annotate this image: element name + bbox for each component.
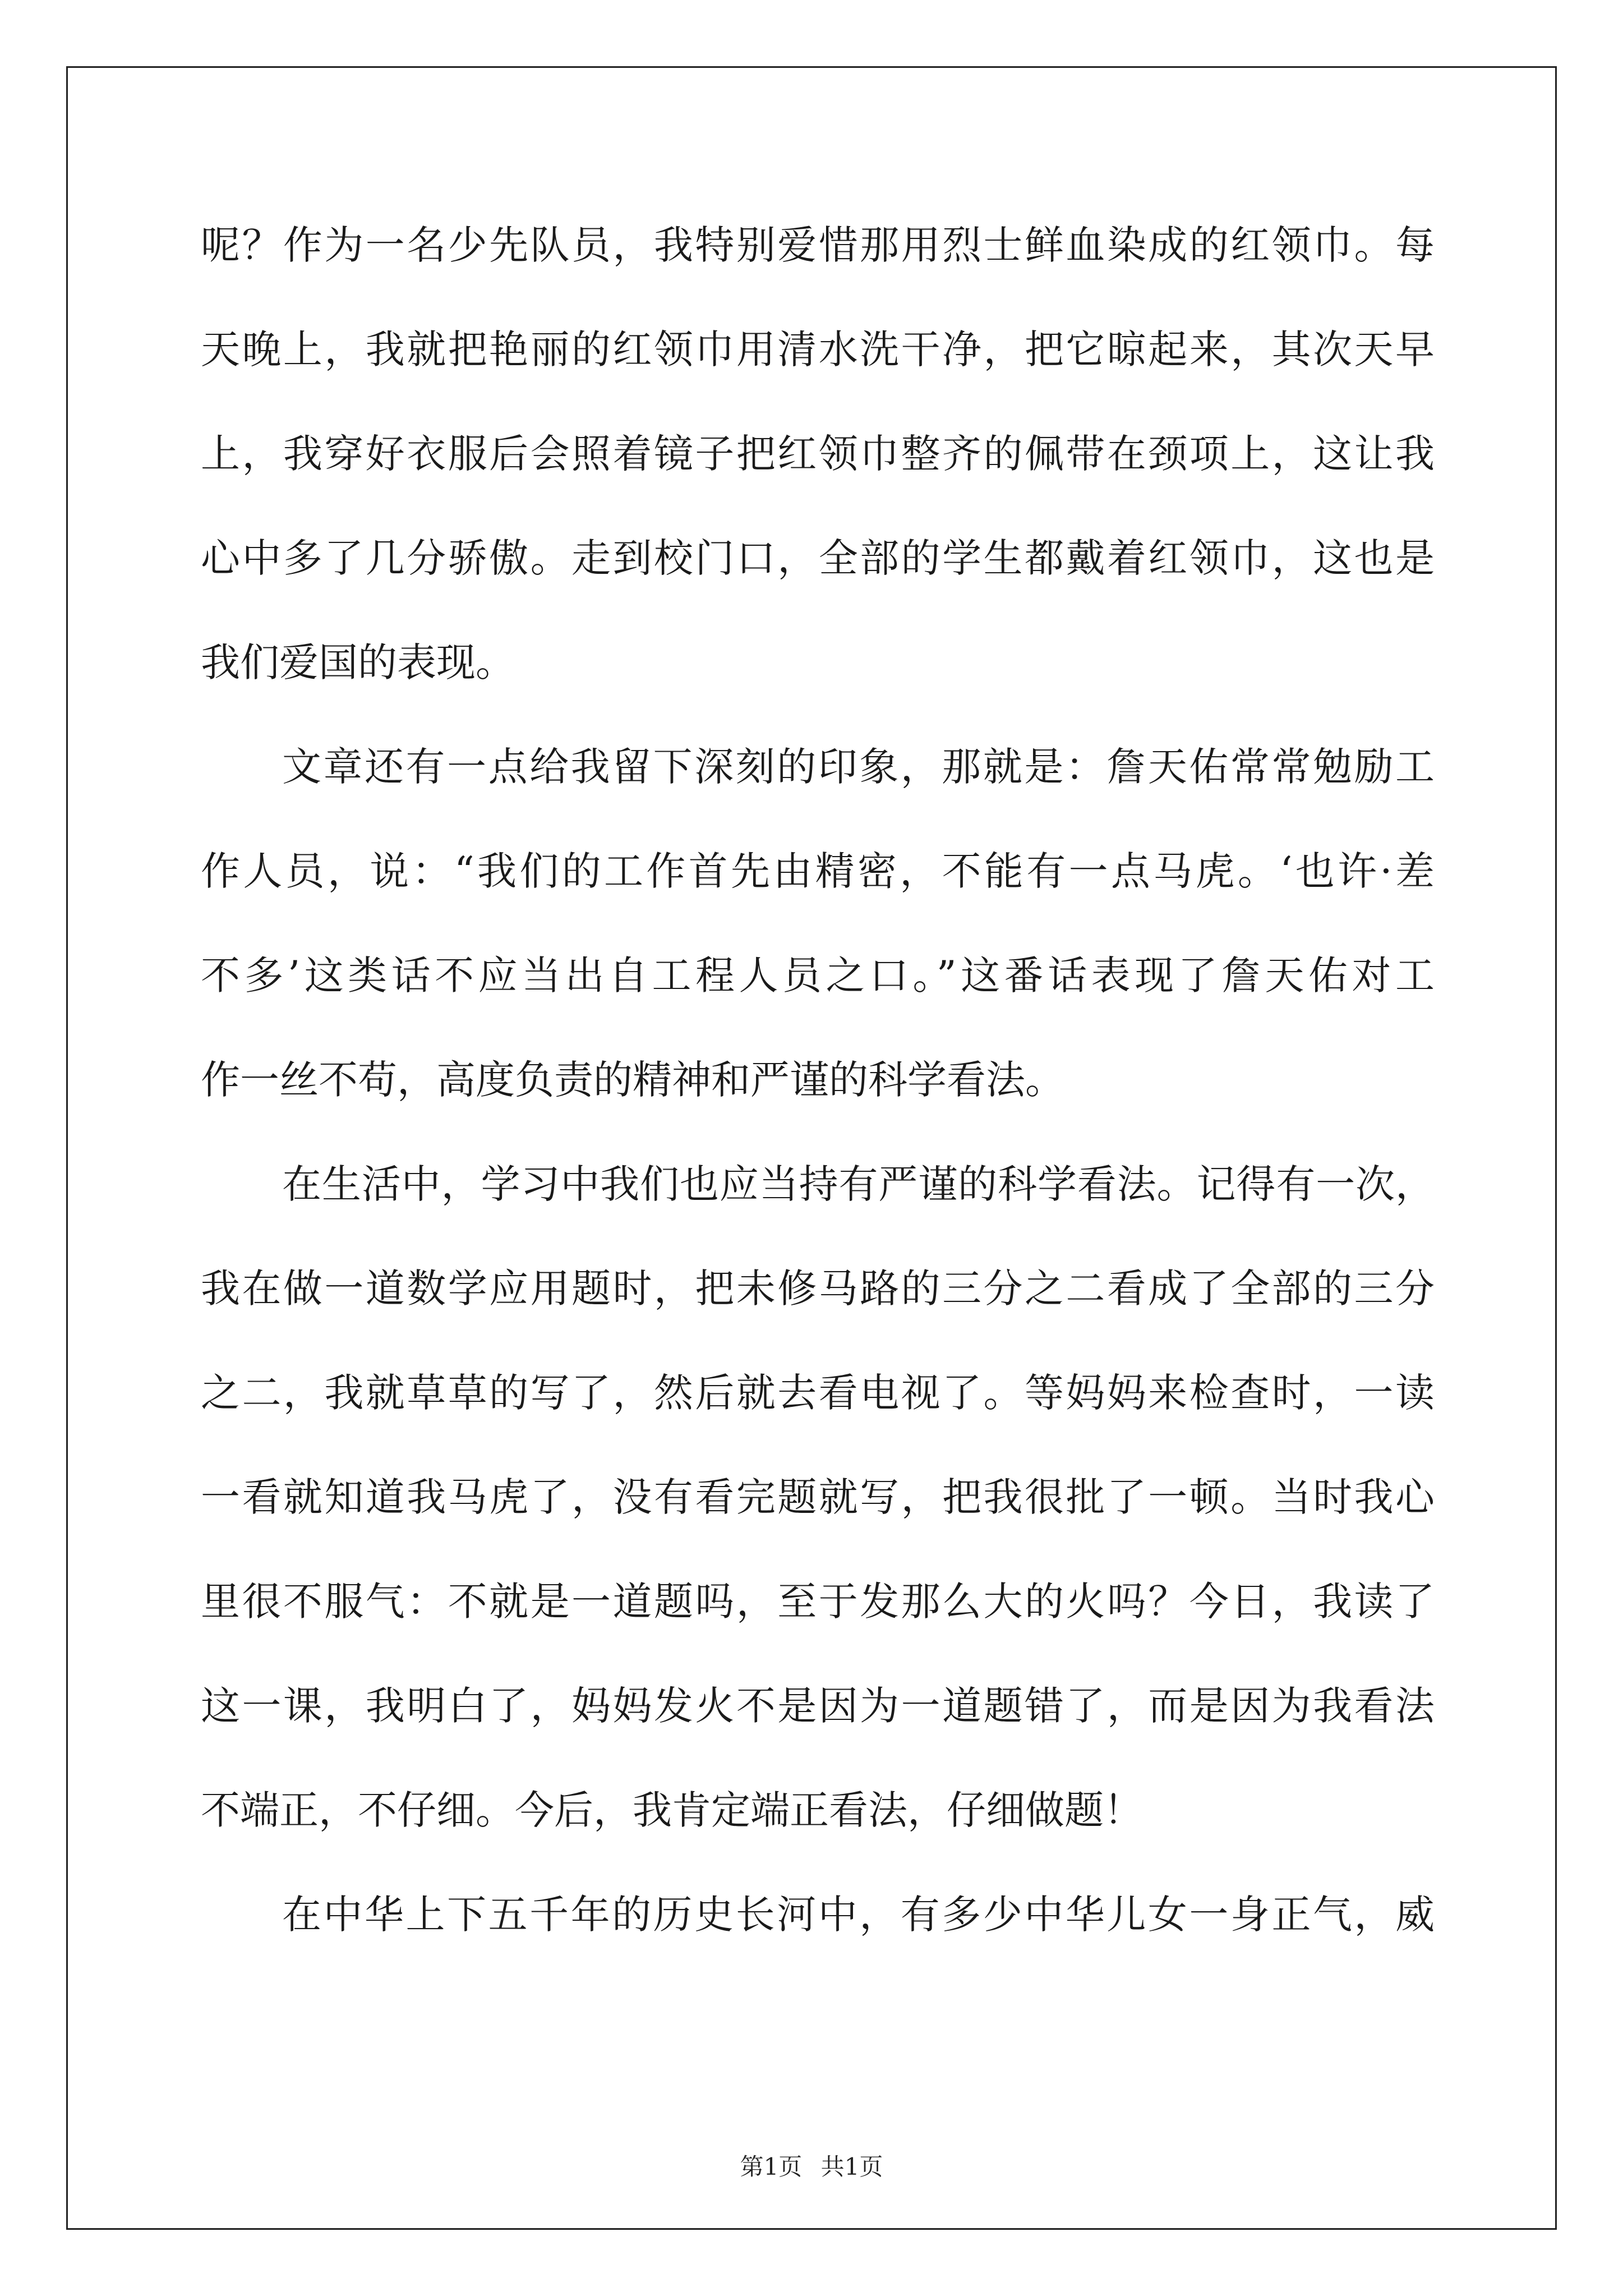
- body-line: 我在做一道数学应用题时，把未修马路的三分之二看成了全部的三分: [201, 1266, 1435, 1312]
- body-line: 呢？作为一名少先队员，我特别爱惜那用烈士鲜血染成的红领巾。每: [201, 222, 1435, 268]
- body-line: 里很不服气：不就是一道题吗，至于发那么大的火吗？今日，我读了: [201, 1579, 1435, 1625]
- body-line: 心中多了几分骄傲。走到校门口，全部的学生都戴着红领巾，这也是: [201, 535, 1435, 581]
- body-line: 这一课，我明白了，妈妈发火不是因为一道题错了，而是因为我看法: [201, 1683, 1435, 1729]
- body-line: 天晚上，我就把艳丽的红领巾用清水洗干净，把它晾起来，其次天早: [201, 326, 1435, 372]
- body-line: 作一丝不苟，高度负责的精神和严谨的科学看法。: [201, 1057, 1064, 1103]
- document-body: [201, 216, 1435, 1990]
- body-line: 一看就知道我马虎了，没有看完题就写，把我很批了一顿。当时我心: [201, 1474, 1435, 1520]
- page-number: 第1页: [740, 2153, 803, 2180]
- paragraph-start-line: 文章还有一点给我留下深刻的印象，那就是：詹天佑常常勉励工: [282, 744, 1435, 790]
- page-total: 共1页: [820, 2153, 883, 2180]
- body-line: 之二，我就草草的写了，然后就去看电视了。等妈妈来检查时，一读: [201, 1370, 1435, 1416]
- paragraph-start-line: 在生活中，学习中我们也应当持有严谨的科学看法。记得有一次，: [282, 1161, 1435, 1207]
- page-footer: [0, 2148, 1623, 2182]
- body-line: 不端正，不仔细。今后，我肯定端正看法，仔细做题！: [201, 1787, 1143, 1833]
- body-line: 上，我穿好衣服后会照着镜子把红领巾整齐的佩带在颈项上，这让我: [201, 431, 1435, 477]
- paragraph-start-line: 在中华上下五千年的历史长河中，有多少中华儿女一身正气，威: [282, 1892, 1435, 1938]
- body-line: 作人员，说：“我们的工作首先由精密，不能有一点马虎。‘也许·差: [201, 848, 1435, 894]
- body-line: 我们爱国的表现。: [201, 639, 515, 685]
- body-line: 不多’这类话不应当出自工程人员之口。”这番话表现了詹天佑对工: [201, 953, 1435, 999]
